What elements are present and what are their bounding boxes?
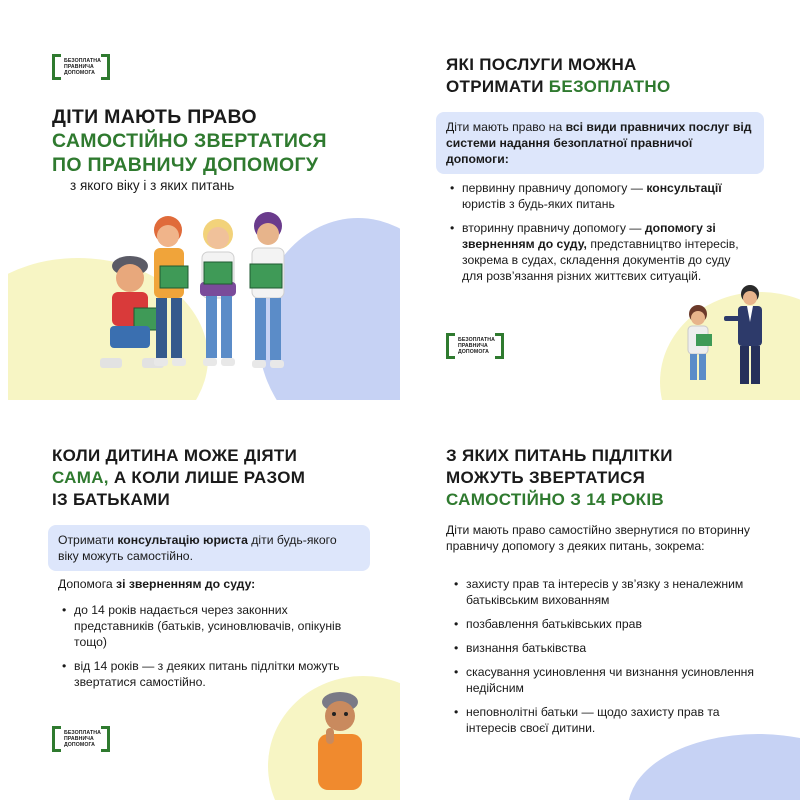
list-item: • скасування усиновлення чи визнання усиновлення недійсним [452, 664, 772, 696]
card3-box-bold: консультацію юриста [117, 533, 248, 547]
logo-bracket-right [495, 333, 504, 359]
lawyer-figure [724, 285, 762, 384]
logo-text: БЕЗОПЛАТНА ПРАВНИЧА ДОПОМОГА [64, 730, 101, 748]
kid-ginger [154, 216, 188, 366]
card3-title-line1: КОЛИ ДИТИНА МОЖЕ ДІЯТИ [52, 446, 298, 465]
list-item: • первинну правничу допомогу — консультації юристів з будь-яких питань [448, 180, 748, 212]
list-item: • визнання батьківства [452, 640, 772, 656]
logo [52, 54, 110, 80]
card2-box-text: Діти мають право на [446, 120, 566, 134]
card2-info-box [436, 112, 764, 174]
list-item: • до 14 років надається через законних представників (батьків, усиновлювачів, опікунів тощо) [60, 602, 360, 650]
card1-title-line3: ПО ПРАВНИЧУ ДОПОМОГУ [52, 154, 319, 176]
card2-title-line2-green: БЕЗОПЛАТНО [548, 77, 671, 96]
card3-title-line2-black: А КОЛИ ЛИШЕ РАЗОМ [108, 468, 306, 487]
logo-bracket-left [52, 54, 61, 80]
list-item: • позбавлення батьківських прав [452, 616, 772, 632]
logo [52, 726, 110, 752]
card-free-services [408, 8, 800, 400]
card2-box-bold: всі види правничих послуг від системи надання безоплатної правничої допомоги: [446, 120, 752, 166]
card2-services-list [448, 180, 748, 292]
card4-title-line1: З ЯКИХ ПИТАНЬ ПІДЛІТКИ [446, 446, 673, 465]
card-children-rights [8, 8, 400, 400]
kid-blonde [200, 219, 236, 366]
card3-list [60, 602, 360, 698]
card4-intro: Діти мають право самостійно звернутися по вторинну правничу допомогу з деяких питань, зокрема: [446, 523, 750, 553]
card1-subtitle: з якого віку і з яких питань [70, 178, 235, 193]
children-reading-illustration [90, 208, 310, 388]
kid-purple-hair [250, 212, 284, 368]
card1-title-line1: ДІТИ МАЮТЬ ПРАВО [52, 106, 257, 128]
card2-title-line1: ЯКІ ПОСЛУГИ МОЖНА [446, 55, 637, 74]
card3-paragraph: Допомога зі зверненням до суду: [58, 577, 256, 591]
logo-bracket-right [101, 726, 110, 752]
logo-bracket-right [101, 54, 110, 80]
card2-title [446, 54, 670, 98]
card3-box-text-end: діти будь-якого віку можуть самостійно. [58, 533, 337, 563]
card1-title-line2: САМОСТІЙНО ЗВЕРТАТИСЯ [52, 130, 327, 152]
card4-issues-list [452, 576, 772, 744]
logo-text: БЕЗОПЛАТНА ПРАВНИЧА ДОПОМОГА [64, 58, 101, 76]
list-item: • неповнолітні батьки — щодо захисту прав та інтересів своєї дитини. [452, 704, 772, 736]
logo [446, 333, 504, 359]
card4-title-line3: САМОСТІЙНО З 14 РОКІВ [446, 490, 664, 509]
card3-box-text: Отримати [58, 533, 118, 547]
card3-title-line2-green: САМА, [52, 468, 109, 487]
card3-title-line3: ІЗ БАТЬКАМИ [52, 490, 171, 509]
list-item: • захисту прав та інтересів у зв’язку з неналежним батьківським вихованням [452, 576, 772, 608]
card1-title [52, 105, 327, 177]
card-when-alone [8, 408, 400, 800]
thinking-kid-illustration [306, 690, 376, 794]
logo-bracket-left [52, 726, 61, 752]
card2-title-line2-black: ОТРИМАТИ [446, 77, 549, 96]
card3-title [52, 445, 305, 511]
card-teen-issues [408, 408, 800, 800]
card4-title-line2: МОЖУТЬ ЗВЕРТАТИСЯ [446, 468, 646, 487]
card3-info-box [48, 525, 370, 571]
card4-title [446, 445, 673, 511]
kid-and-lawyer-illustration [680, 282, 790, 392]
logo-text: БЕЗОПЛАТНА ПРАВНИЧА ДОПОМОГА [458, 337, 495, 355]
logo-bracket-left [446, 333, 455, 359]
list-item: • вторинну правничу допомогу — допомогу зі зверненням до суду, представництво інтересів, зокрема в судах, складення документів до суду для розв’язання різних життєвих ситуацій. [448, 220, 748, 284]
kid-figure [688, 305, 712, 380]
list-item: • від 14 років — з деяких питань підлітки можуть звертатися самостійно. [60, 658, 360, 690]
